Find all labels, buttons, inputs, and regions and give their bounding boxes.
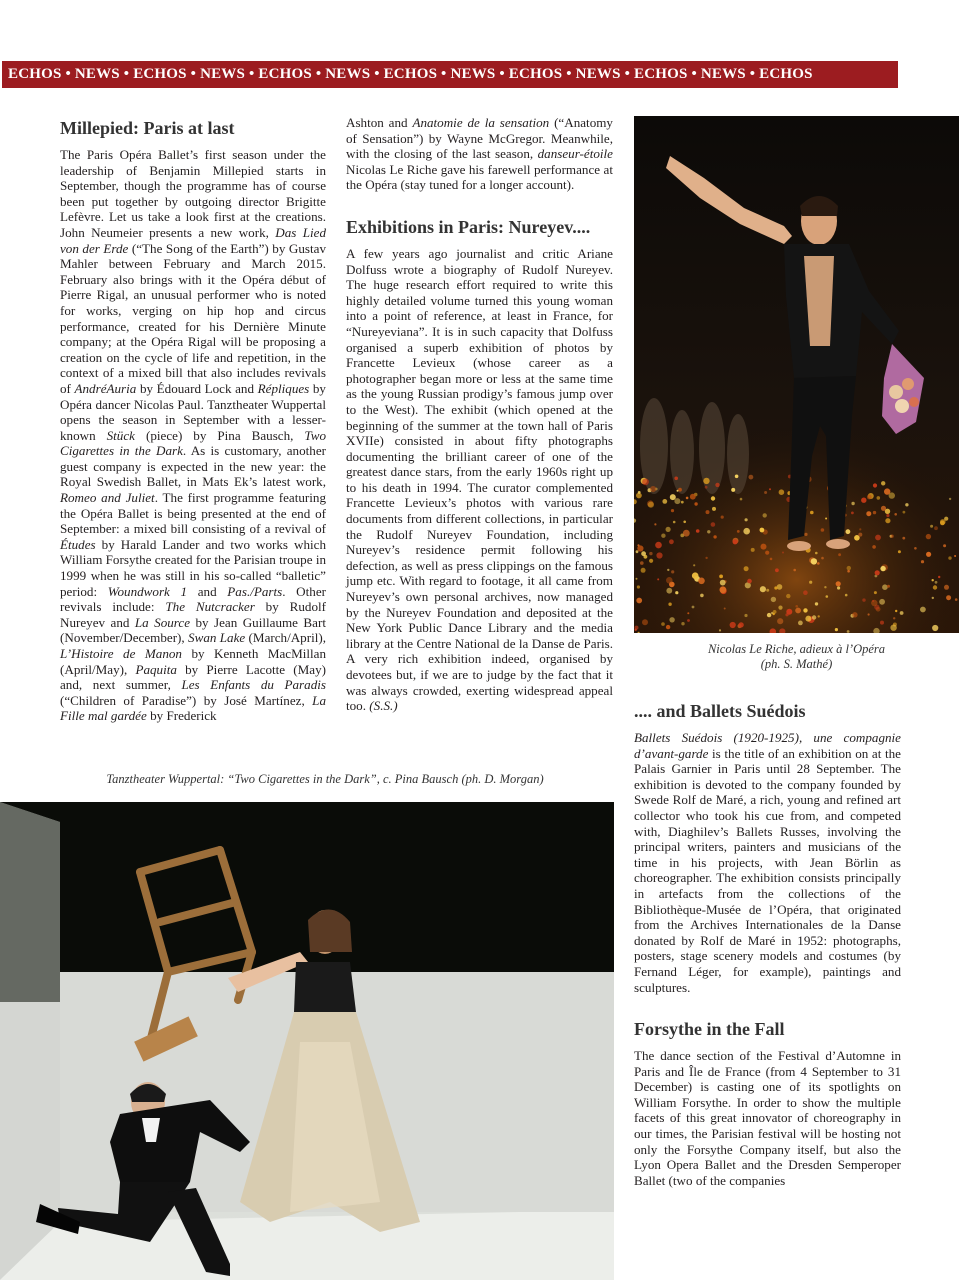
article-body-ballets-suedois: Ballets Suédois (1920-1925), une compagnie d’avant-garde is the title of an exhibition on at the Palais Garnier in Paris until 28 September. The exhibition is devoted to the company founded by Swede Rolf de Maré, a rich, young and refined art collector who took his cue from, and competed with, Diaghilev’s Ballets Russes, involving the principal writers, painters and musicians of the time in his projects, with Jean Börlin as choreographer. The exhibition consists principally in artefacts from the collections of the Bibliothèque-Musée de l’Opéra, that originated from the Archives Internationales de la Danse donated by Rolf de Maré in 1952: photographs, posters, stage scenery models and costumes (by Fernand Léger, for example), paintings and sculptures. [634,730,901,995]
article-title-ballets-suedois: .... and Ballets Suédois [634,701,806,721]
article-body-nureyev: A few years ago journalist and critic Ariane Dolfuss wrote a biography of Rudolf Nureyev. The huge research effort required to write this highly detailed volume turned this young woman into a point of reference, at least in France, for “Nureyeviana”. It is in such capacity that Dolfuss organised a superb exhibition of photos by Francette Levieux (whose career as a photographer began more or less at the same time as the young Russian prodigy’s famous jump over to the West). The exhibit (which opened at the beginning of the summer at the town hall of Paris XVIIe) consisted in about fifty photographs documenting the brilliant career of one of the greatest dance stars, from the early 1960s right up to his death in 1994. The curator complemented Francette Levieux’s photos with various rare documents from different collections, in particular the Rudolf Nureyev Foundation, including Nureyev’s residence permit following his defection, as well as press clippings on the famous jump etc. With regard to footage, it all came from Nureyev’s own personal archives, now managed by the Nureyev Foundation and deposited at the New York Public Dance Library and the media library at the Centre National de la Danse de Paris. A very rich exhibition indeed, organised by devotees but, if we are to judge by the fact that it was always crowded, exerting widespread appeal too. (S.S.) [346,245,613,714]
article-title-millepied: Millepied: Paris at last [60,118,235,138]
article-body-millepied-cont: Ashton and Anatomie de la sensation (“Anatomy of Sensation”) by Wayne McGregor. Meanwhile, with the closing of the last season, danseur-étoile Nicolas Le Riche gave his farewell performance at the Opéra (stay tuned for a longer account). [346,115,613,193]
caption-tanztheater-wuppertal: Tanztheater Wuppertal: “Two Cigarettes in the Dark”, c. Pina Bausch (ph. D. Morgan) [106,772,544,786]
column-left [60,118,326,724]
article-title-forsythe: Forsythe in the Fall [634,1019,785,1040]
column-right-lower [634,701,901,1188]
section-banner: ECHOS • NEWS • ECHOS • NEWS • ECHOS • NEWS • ECHOS • NEWS • ECHOS • NEWS • ECHOS • NEWS • ECHOS [2,61,898,88]
article-body-millepied: The Paris Opéra Ballet’s first season under the leadership of Benjamin Millepied starts in September, though the programme has of course been put together by outgoing director Brigitte Lefèvre. Let us take a look first at the creations. John Neumeier presents a new work, Das Lied von der Erde (“The Song of the Earth”) by Gustav Mahler between February and March 2015. February also brings with it the Opéra début of Pierre Rigal, an unusual performer who is noted for works, verging on hip hop and circus performance, created for his Dernière Minute company; at the Opéra Rigal will be proposing a creation on the cycle of life and repetition, in the context of a mixed bill that also includes revivals of AndréAuria by Édouard Lock and Répliques by Opéra dancer Nicolas Paul. Tanztheater Wuppertal opens the season in September with a lesser-known Stück (piece) by Pina Bausch, Two Cigarettes in the Dark. As is customary, another guest company is expected in the new year: the Royal Swedish Ballet, in Mats Ek’s latest work, Romeo and Juliet. The first programme featuring the Opéra Ballet is being presented at the end of September: a mixed bill consisting of a revival of Études by Harald Lander and two works which William Forsythe created for the Parisian troupe in 1999 when he was still in his so-called “balletic” period: Woundwork 1 and Pas./Parts. Other revivals include: The Nutcracker by Rudolf Nureyev and La Source by Jean Guillaume Bart (November/December), Swan Lake (March/April), L’Histoire de Manon by Kenneth MacMillan (April/May), Paquita by Pierre Lacotte (May) and, next summer, Les Enfants du Paradis (“Children of Paradise”) by José Martínez, La Fille mal gardée by Frederick [60,147,327,724]
article-title-nureyev: Exhibitions in Paris: Nureyev.... [346,216,591,237]
photo-two-cigarettes-in-the-dark [0,802,614,1280]
photo-nicolas-le-riche [634,116,959,633]
column-middle [346,115,613,714]
article-body-forsythe: The dance section of the Festival d’Automne in Paris and Île de France (from 4 September to 31 December) is casting one of its spotlights on William Forsythe. In order to show the multiple facets of this great innovator of choreography in our times, the Parisian festival will be hosting not only the Forsythe Company itself, but also the Lyon Opera Ballet and the Dresden Semperoper Ballet (two of the companies [634,1048,901,1188]
author-signature: (S.S.) [369,698,398,714]
caption-nicolas-le-riche: Nicolas Le Riche, adieux à l’Opéra (ph. S. Mathé) [707,642,886,671]
